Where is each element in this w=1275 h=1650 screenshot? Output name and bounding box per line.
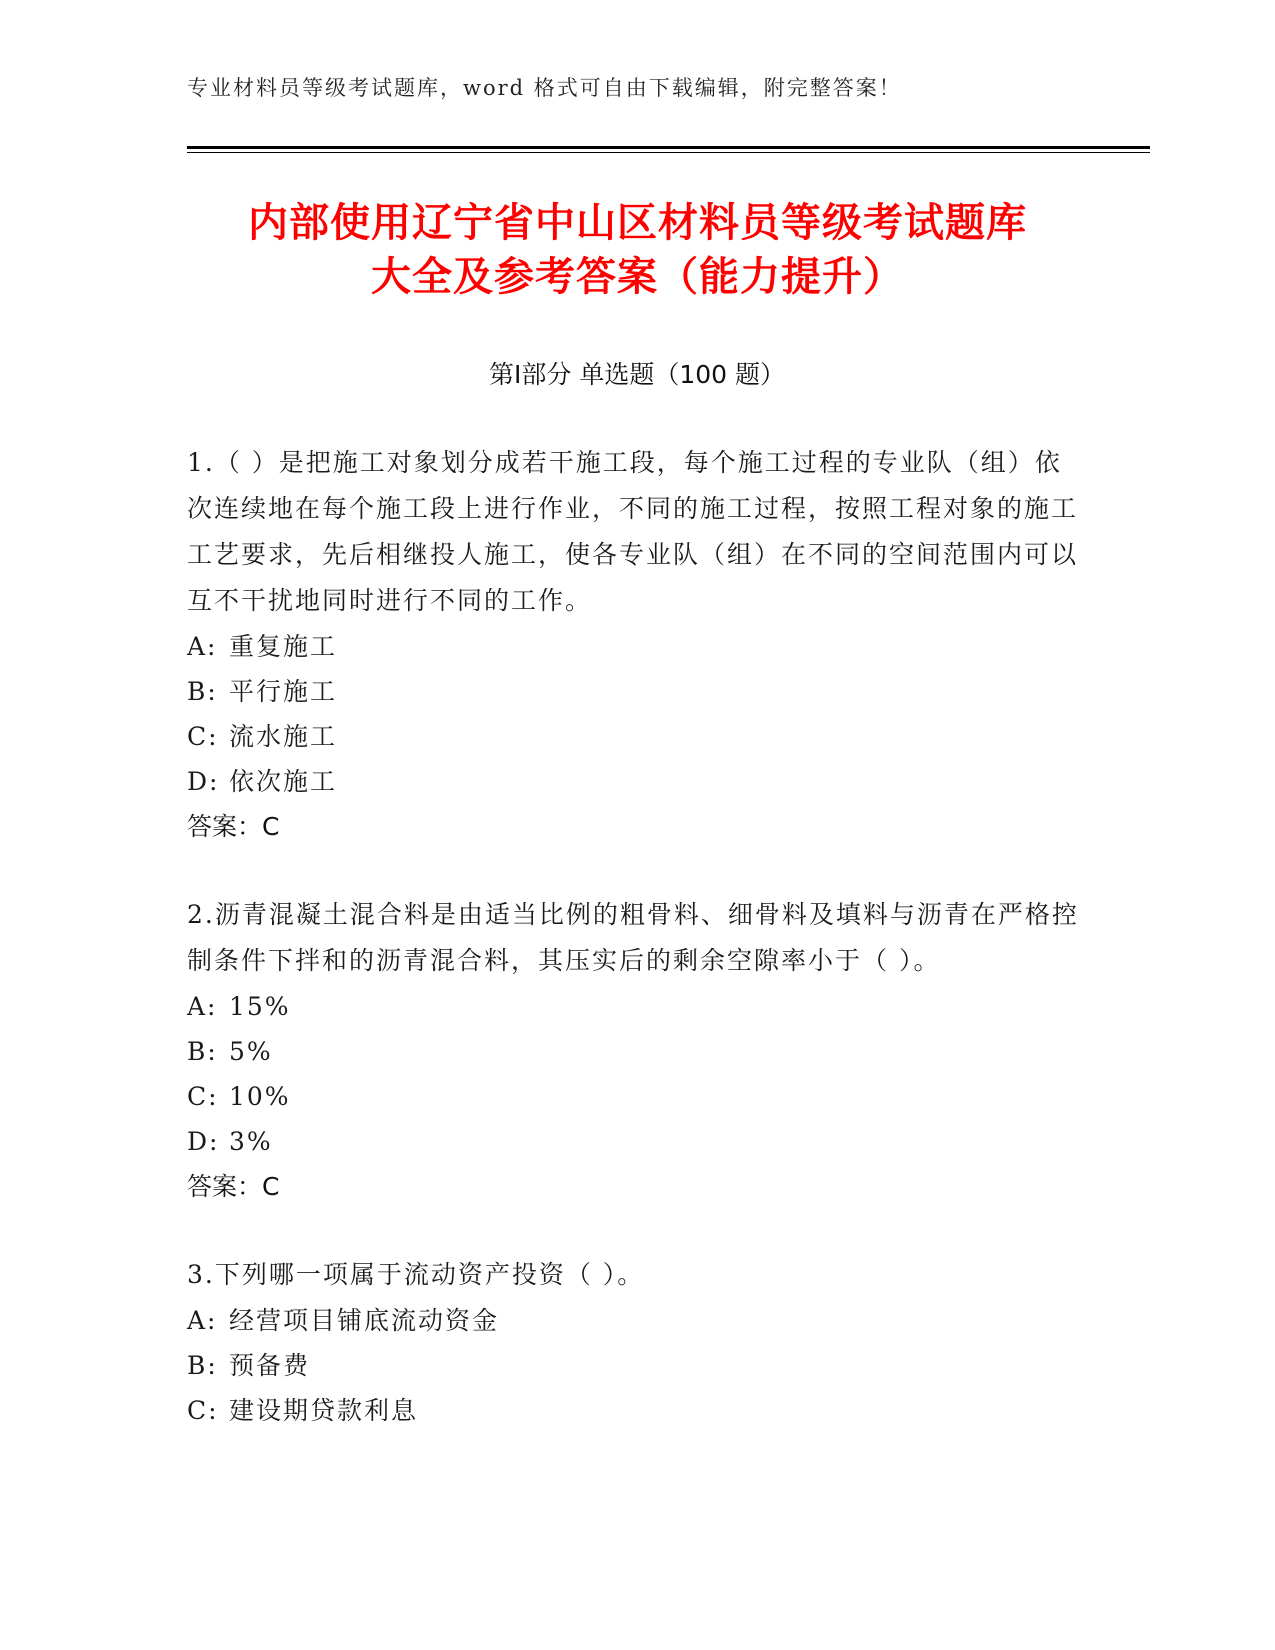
- option-text: 10%: [229, 1082, 291, 1111]
- option-d: [187, 759, 1087, 804]
- option-c: [187, 1074, 1087, 1119]
- question-1: [187, 440, 1087, 850]
- answer: 答案：C: [187, 1172, 280, 1201]
- option-b: [187, 669, 1087, 714]
- option-letter: A:: [187, 992, 218, 1021]
- option-text: 平行施工: [229, 677, 338, 706]
- option-letter: C:: [187, 1396, 219, 1425]
- option-text: 15%: [229, 992, 291, 1021]
- answer: 答案：C: [187, 812, 280, 841]
- option-d: [187, 1119, 1087, 1164]
- question-text: 3.下列哪一项属于流动资产投资（ ）。: [187, 1260, 645, 1289]
- option-letter: A:: [187, 1306, 218, 1335]
- option-letter: B:: [187, 1351, 218, 1380]
- option-c: [187, 714, 1087, 759]
- title-line-1: 内部使用辽宁省中山区材料员等级考试题库: [248, 200, 1027, 246]
- option-letter: B:: [187, 1037, 218, 1066]
- option-letter: C:: [187, 1082, 219, 1111]
- option-text: 3%: [229, 1127, 273, 1156]
- option-text: 重复施工: [229, 632, 338, 661]
- question-text: 2.沥青混凝土混合料是由适当比例的粗骨料、细骨料及填料与沥青在严格控制条件下拌和的沥青混合料，其压实后的剩余空隙率小于（ ）。: [187, 900, 1079, 975]
- option-b: [187, 1343, 1087, 1388]
- option-text: 依次施工: [229, 767, 338, 796]
- section-title: 第Ⅰ部分 单选题（100 题）: [489, 360, 785, 389]
- page-header: 专业材料员等级考试题库，word 格式可自由下载编辑，附完整答案！: [187, 76, 902, 100]
- question-text: 1.（ ）是把施工对象划分成若干施工段，每个施工过程的专业队（组）依次连续地在每个施工段上进行作业，不同的施工过程，按照工程对象的施工工艺要求，先后相继投人施工，使各专业队（组）在不同的空间范围内可以互不干扰地同时进行不同的工作。: [187, 448, 1079, 615]
- option-letter: D:: [187, 767, 220, 796]
- option-letter: A:: [187, 632, 218, 661]
- title-line-2: 大全及参考答案（能力提升）: [371, 254, 904, 300]
- option-letter: C:: [187, 722, 219, 751]
- option-b: [187, 1029, 1087, 1074]
- header-rule-thin: [187, 152, 1150, 153]
- option-text: 预备费: [229, 1351, 311, 1380]
- option-text: 5%: [229, 1037, 273, 1066]
- question-list: [187, 440, 1087, 1475]
- question-3: [187, 1252, 1087, 1433]
- option-text: 流水施工: [229, 722, 338, 751]
- option-a: [187, 984, 1087, 1029]
- option-text: 建设期贷款利息: [229, 1396, 419, 1425]
- option-c: [187, 1388, 1087, 1433]
- option-letter: B:: [187, 677, 218, 706]
- option-a: [187, 624, 1087, 669]
- option-a: [187, 1298, 1087, 1343]
- option-text: 经营项目铺底流动资金: [229, 1306, 500, 1335]
- header-rule-thick: [187, 146, 1150, 149]
- document-title: [140, 196, 1135, 304]
- option-letter: D:: [187, 1127, 220, 1156]
- question-2: [187, 892, 1087, 1210]
